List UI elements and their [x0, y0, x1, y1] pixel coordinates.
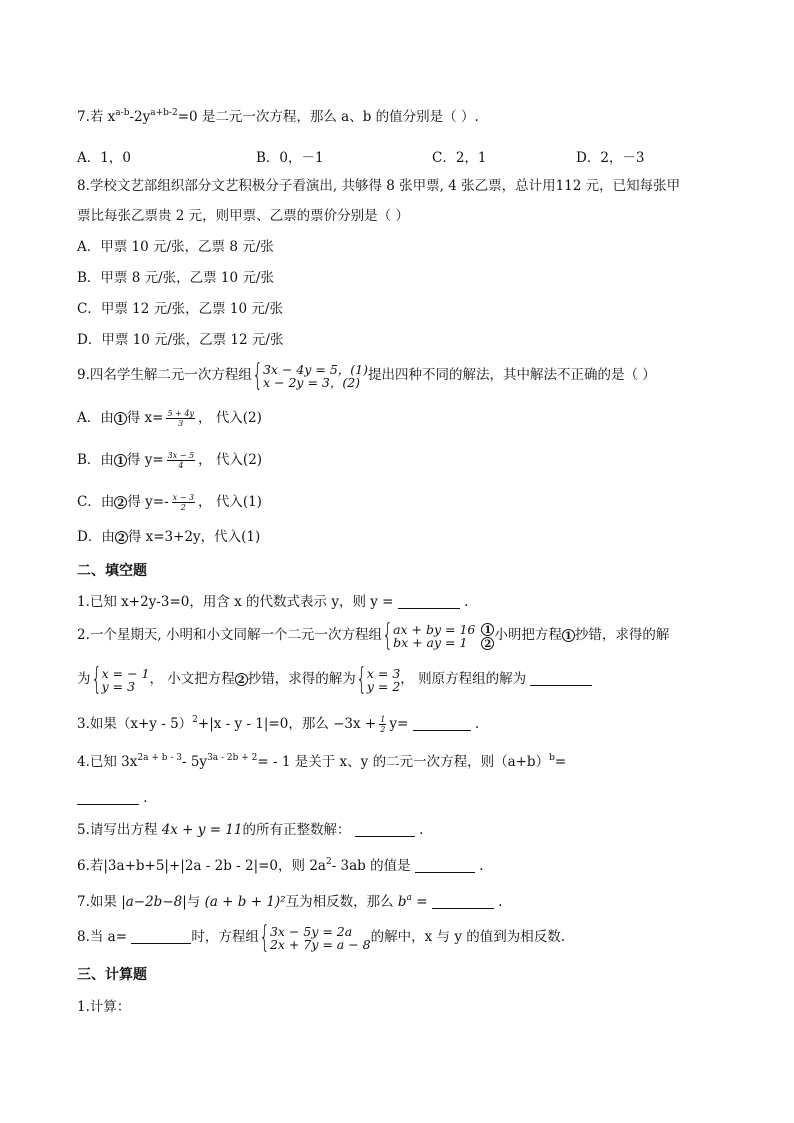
- f8-text-c: 的解中，x 与 y 的值到为相反数.: [370, 929, 566, 945]
- f3-text: 3.如果（x+y - 5）: [77, 716, 193, 732]
- f2-text: 2.一个星期天, 小明和小文同解一个二元一次方程组: [77, 627, 382, 643]
- f3-end: .: [474, 716, 480, 732]
- f6-exp: 2: [325, 857, 332, 867]
- f1-end: .: [464, 594, 469, 610]
- q9b-num: 3x − 5: [167, 451, 195, 460]
- q9c-pre: C．由: [77, 494, 115, 510]
- q9b-post: ， 代入(2): [198, 452, 263, 468]
- f2-l2-mid2: 抄错，求得的解为: [247, 671, 356, 687]
- circled-number-icon: 1: [114, 412, 127, 425]
- q7-text-b: -2y: [129, 109, 151, 125]
- q9-eq1: 3x − 4y = 5，(1): [262, 361, 369, 377]
- f4-end: .: [143, 790, 148, 806]
- q7-option-c: C．2，1: [432, 150, 487, 166]
- answer-blank[interactable]: [415, 858, 475, 873]
- f7-text: 7.如果: [77, 894, 117, 910]
- f5-text: 5.请写出方程: [77, 822, 158, 838]
- q9a-pre: A．由: [77, 410, 114, 426]
- f7-exp: a: [406, 893, 412, 903]
- q9c-mid: 得 y=-: [127, 494, 169, 510]
- q9-eq2: x − 2y = 3，(2): [262, 374, 361, 390]
- circled-number-icon: 1: [481, 623, 494, 636]
- q9a-num: 5 + 4y: [167, 409, 194, 418]
- q9c-fraction: [172, 493, 195, 512]
- fill-question-5: [77, 821, 423, 839]
- answer-blank[interactable]: [398, 594, 460, 609]
- q7-exp2: a+b-2: [150, 108, 178, 118]
- q7-exp1: a-b: [115, 108, 130, 118]
- f2-s1a: x = − 1: [101, 665, 150, 681]
- f6-text: 6.若|3a+b+5|+|2a - 2b - 2|=0，则 2a: [77, 858, 326, 874]
- q7-option-a: A．1，0: [77, 150, 131, 166]
- q9c-num: x − 3: [172, 493, 195, 502]
- q8-option-c: C．甲票 12 元/张，乙票 10 元/张: [77, 301, 283, 317]
- f5-text-b: 的所有正整数解：: [242, 822, 351, 838]
- q9a-den: 3: [178, 419, 184, 428]
- f2-s1b: y = 3: [101, 678, 136, 694]
- f4-text-d: =: [554, 754, 567, 770]
- f2-system: [393, 623, 475, 649]
- f2-solution1: [102, 667, 150, 693]
- q9-option-a: [77, 405, 262, 431]
- q8-option-b: B．甲票 8 元/张，乙票 10 元/张: [77, 270, 274, 286]
- f2-suffix: 抄错，求得的解: [574, 627, 670, 643]
- f7-expr1: |a−2b−8|: [121, 894, 187, 910]
- answer-blank[interactable]: [355, 822, 415, 837]
- answer-blank[interactable]: [131, 929, 191, 944]
- f2-eq2: bx + ay = 1: [393, 634, 468, 650]
- fill-question-4-line2: [77, 789, 148, 807]
- f2-labels: [481, 622, 494, 650]
- fill-question-2-line2: [77, 661, 592, 697]
- circled-number-icon: 2: [114, 496, 127, 509]
- q7-option-b: B．0，－1: [256, 150, 324, 166]
- f2-l2-mid: ， 小文把方程: [149, 671, 235, 687]
- q9a-fraction: [166, 409, 195, 428]
- f4-exp3: b: [549, 753, 555, 763]
- f7-end: .: [498, 894, 503, 910]
- circled-number-icon: 2: [481, 637, 494, 650]
- q9-text: 9.四名学生解二元一次方程组: [77, 367, 252, 383]
- f3-fraction: [379, 715, 386, 734]
- f2-mid: 小明把方程: [494, 627, 562, 643]
- q9b-mid: 得 y=: [126, 452, 164, 468]
- q9c-den: 2: [180, 503, 186, 512]
- f5-end: .: [419, 822, 424, 838]
- q9d-mid: 得 x=3+2y，代入(1): [127, 529, 261, 545]
- f3-den: 2: [380, 725, 386, 734]
- fill-question-3: [77, 712, 479, 738]
- brace-icon: {: [259, 919, 270, 955]
- brace-icon: {: [252, 357, 263, 393]
- q9-system: [263, 363, 368, 389]
- f2-s2a: x = 3: [366, 665, 401, 681]
- calc-question-1: 1.计算：: [77, 999, 131, 1015]
- circled-number-icon: 1: [114, 454, 127, 467]
- brace-icon: {: [382, 617, 393, 653]
- q9b-pre: B．由: [77, 452, 114, 468]
- answer-blank[interactable]: [77, 790, 139, 805]
- circled-number-icon: 2: [235, 673, 248, 686]
- brace-icon: {: [356, 661, 367, 697]
- q9d-pre: D．由: [77, 529, 115, 545]
- circled-number-icon: 2: [115, 531, 128, 544]
- q8-line1: 8.学校文艺部组织部分文艺积极分子看演出, 共够得 8 张甲票, 4 张乙票，总计用112 元，已知每张甲: [77, 178, 681, 194]
- f8-text-b: 时，方程组: [191, 929, 259, 945]
- fill-question-2: [77, 617, 670, 653]
- f4-text-c: = - 1 是关于 x、y 的二元一次方程，则（a+b）: [257, 754, 550, 770]
- f7-expr3: b: [397, 894, 407, 910]
- q7-text: 7.若 x: [77, 109, 116, 125]
- f4-exp2: 3a - 2b + 2: [207, 753, 258, 763]
- question-9: [77, 357, 656, 393]
- f8-eq2: 2x + 7y = a − 8: [269, 936, 371, 952]
- f2-eq1: ax + by = 16: [393, 621, 476, 637]
- answer-blank[interactable]: [432, 894, 494, 909]
- q7-text-c: =0 是二元一次方程，那么 a、b 的值分别是（ ）.: [177, 109, 479, 125]
- f8-system: [270, 925, 371, 951]
- f4-exp1: 2a + b - 3: [137, 753, 182, 763]
- q9b-fraction: [167, 451, 195, 470]
- answer-blank[interactable]: [413, 716, 471, 731]
- question-7: [77, 108, 479, 128]
- f8-text: 8.当 a=: [77, 929, 128, 945]
- f7-text-b: 与: [186, 894, 201, 910]
- q9c-post: ， 代入(1): [198, 494, 262, 510]
- f7-text-d: =: [416, 894, 428, 910]
- f2-l2-pre: 为: [77, 671, 91, 687]
- f3-text-c: y=: [389, 716, 409, 732]
- f3-num: 1: [380, 715, 386, 724]
- fill-question-4: [77, 753, 566, 773]
- q9a-mid: 得 x=: [126, 410, 164, 426]
- fill-question-8: [77, 919, 566, 955]
- q8-option-a: A．甲票 10 元/张，乙票 8 元/张: [77, 239, 274, 255]
- f6-text-b: - 3ab 的值是: [331, 858, 411, 874]
- f2-solution2: [367, 667, 400, 693]
- f6-end: .: [479, 858, 484, 874]
- f8-eq1: 3x − 5y = 2a: [269, 923, 353, 939]
- fill-question-1: [77, 593, 468, 611]
- q9-option-d: [77, 528, 260, 546]
- f5-equation: 4x + y = 11: [161, 822, 243, 838]
- circled-number-icon: 1: [562, 629, 575, 642]
- fill-question-6: [77, 857, 484, 877]
- q9-suffix: 提出四种不同的解法，其中解法不正确的是（ ）: [368, 367, 656, 383]
- q9b-den: 4: [178, 461, 184, 470]
- f4-text: 4.已知 3x: [77, 754, 138, 770]
- q9a-post: ， 代入(2): [197, 410, 262, 426]
- q7-option-d: D．2，－3: [576, 150, 645, 166]
- f3-exp: 2: [192, 715, 198, 725]
- q8-line2: 票比每张乙票贵 2 元，则甲票、乙票的票价分别是（ ）: [77, 208, 409, 224]
- f4-text-b: - 5y: [181, 754, 208, 770]
- f3-text-b: +|x - y - 1|=0，那么 −3x +: [197, 716, 377, 732]
- f1-text: 1.已知 x+2y-3=0，用含 x 的代数式表示 y，则 y =: [77, 594, 394, 610]
- section-fill-in-heading: 二、填空题: [77, 563, 147, 579]
- f2-s2b: y = 2: [366, 678, 401, 694]
- answer-blank[interactable]: [530, 671, 592, 686]
- brace-icon: {: [90, 661, 102, 697]
- q9-option-b: [77, 447, 262, 473]
- f2-l2-end: ， 则原方程组的解为: [400, 671, 527, 687]
- fill-question-7: [77, 893, 502, 913]
- f7-text-c: 互为相反数，那么: [285, 894, 394, 910]
- f7-expr2: (a + b + 1)²: [204, 894, 286, 910]
- q8-option-d: D．甲票 10 元/张，乙票 12 元/张: [77, 332, 284, 348]
- q9-option-c: [77, 489, 262, 515]
- section-calc-heading: 三、计算题: [77, 967, 147, 983]
